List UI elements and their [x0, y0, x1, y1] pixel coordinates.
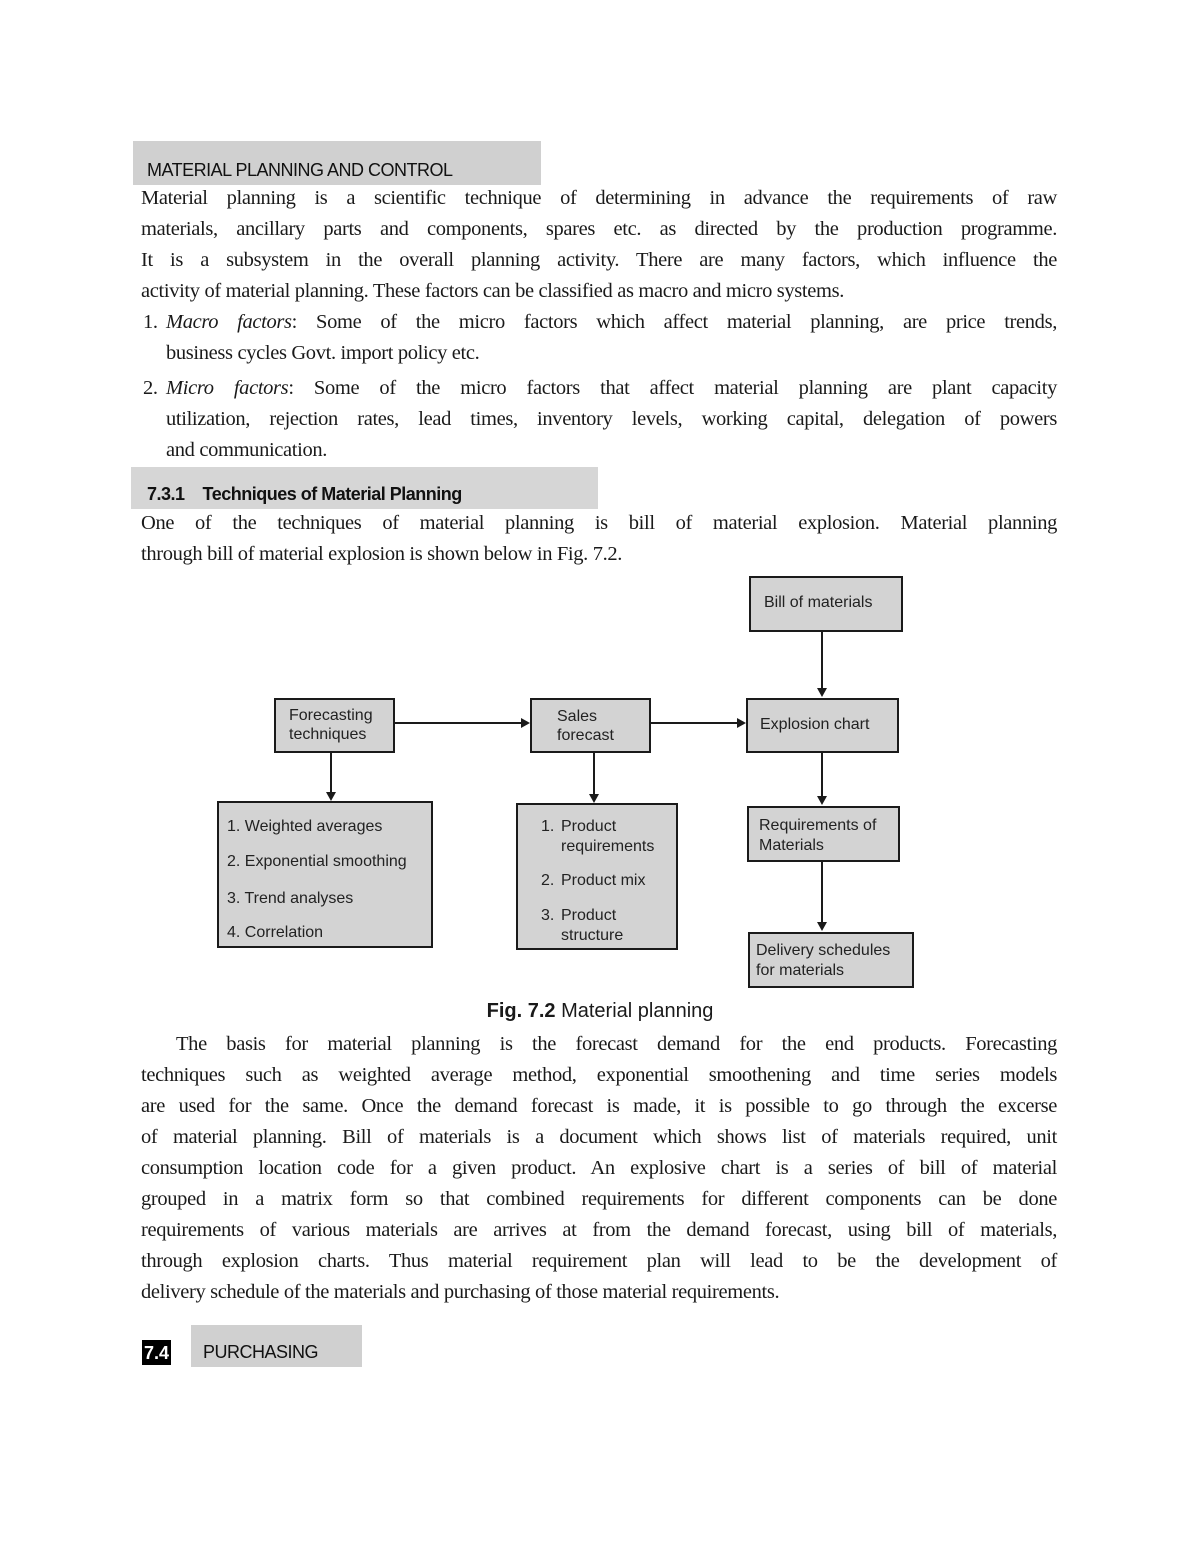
arrow-connector: [330, 753, 332, 793]
product-item-number: 1.: [541, 818, 555, 835]
text-line: techniques such as weighted average method, exponential smoothening and time series models: [141, 1064, 1057, 1086]
box-label: Materials: [759, 837, 824, 854]
box-bill-of-materials: [749, 576, 903, 632]
subsection-paragraph: [141, 508, 1057, 570]
text-line: are used for the same. Once the demand forecast is made, it is possible to go through the excerse: [141, 1095, 1057, 1117]
method-item: 3. Trend analyses: [227, 890, 354, 907]
box-label: forecast: [557, 727, 614, 744]
box-product-items: [516, 803, 678, 950]
term-micro-factors: Micro factors: [166, 377, 289, 399]
arrow-connector: [651, 722, 738, 724]
arrowhead-icon: [326, 792, 336, 801]
box-forecasting-techniques: [274, 698, 395, 753]
section-heading-text: MATERIAL PLANNING AND CONTROL: [147, 160, 453, 180]
arrowhead-icon: [737, 718, 746, 728]
text-line: It is a subsystem in the overall planning activity. There are many factors, which influence the: [141, 249, 1057, 271]
arrowhead-icon: [589, 794, 599, 803]
text-line: business cycles Govt. import policy etc.: [166, 342, 480, 364]
text-line: of material planning. Bill of materials is a document which shows list of materials required, unit: [141, 1126, 1057, 1148]
list-number: 2.: [143, 377, 158, 399]
box-label: techniques: [289, 726, 367, 743]
product-item-number: 3.: [541, 907, 555, 924]
product-item-number: 2.: [541, 872, 555, 889]
method-item: 2. Exponential smoothing: [227, 853, 407, 870]
arrow-connector: [821, 753, 823, 797]
method-item: 4. Correlation: [227, 924, 324, 941]
subsection-heading-text: 7.3.1 Techniques of Material Planning: [147, 484, 462, 504]
list-number: 1.: [143, 311, 158, 333]
method-item: 1. Weighted averages: [227, 818, 383, 835]
section-number-badge: 7.4: [142, 1340, 171, 1365]
figure-title: Material planning: [555, 1000, 714, 1022]
term-macro-factors: Macro factors: [166, 311, 292, 333]
list-item-macro-factors: [143, 307, 1057, 369]
box-label: Delivery schedules: [756, 942, 891, 959]
intro-paragraph: [141, 183, 1057, 307]
arrowhead-icon: [521, 718, 530, 728]
next-section-heading: [191, 1325, 362, 1367]
text-line: : Some of the micro factors that affect material planning are plant capacity: [288, 377, 1058, 399]
text-line: One of the techniques of material planning is bill of material explosion. Material planning: [141, 512, 1057, 534]
box-explosion-chart: [746, 698, 899, 753]
product-item: Product: [561, 907, 617, 924]
box-label: for materials: [756, 962, 845, 979]
box-forecasting-methods: [217, 801, 433, 948]
next-section-heading-text: PURCHASING: [203, 1342, 319, 1362]
box-label: Sales: [557, 708, 598, 725]
box-label: Bill of materials: [764, 594, 873, 611]
text-line: requirements of various materials are arrives at from the demand forecast, using bill of materials,: [141, 1219, 1057, 1241]
text-line: consumption location code for a given product. An explosive chart is a series of bill of material: [141, 1157, 1057, 1179]
product-item: Product: [561, 818, 617, 835]
figure-label: Fig. 7.2: [486, 1000, 556, 1022]
box-sales-forecast: [530, 698, 651, 753]
product-item: Product mix: [561, 872, 646, 889]
text-line: through explosion charts. Thus material requirement plan will lead to be the development of: [141, 1250, 1057, 1272]
box-label: Explosion chart: [760, 716, 870, 733]
text-line: : Some of the micro factors which affect material planning, are price trends,: [291, 311, 1057, 333]
text-line: activity of material planning. These factors can be classified as macro and micro systems.: [141, 280, 845, 302]
arrow-connector: [593, 753, 595, 795]
text-line: materials, ancillary parts and components, spares etc. as directed by the production programme.: [141, 218, 1057, 240]
product-item: structure: [561, 927, 624, 944]
box-label: Forecasting: [289, 707, 373, 724]
arrowhead-icon: [817, 796, 827, 805]
arrowhead-icon: [817, 922, 827, 931]
text-line: utilization, rejection rates, lead times, inventory levels, working capital, delegation of powers: [166, 408, 1057, 430]
arrow-connector: [395, 722, 522, 724]
body-paragraph: [141, 1029, 1057, 1308]
arrow-connector: [821, 862, 823, 924]
box-requirements-of-materials: [747, 806, 900, 862]
section-heading: [133, 141, 541, 185]
product-item: requirements: [561, 838, 655, 855]
arrowhead-icon: [817, 688, 827, 697]
figure-caption: [0, 1000, 1200, 1023]
text-line: delivery schedule of the materials and purchasing of those material requirements.: [141, 1281, 780, 1303]
text-line: The basis for material planning is the forecast demand for the end products. Forecasting: [176, 1033, 1057, 1055]
text-line: through bill of material explosion is shown below in Fig. 7.2.: [141, 543, 623, 565]
text-line: Material planning is a scientific technique of determining in advance the requirements of raw: [141, 187, 1057, 209]
box-label: Requirements of: [759, 817, 877, 834]
text-line: and communication.: [166, 439, 328, 461]
arrow-connector: [821, 632, 823, 690]
box-delivery-schedules: [748, 932, 914, 988]
subsection-heading: [131, 467, 598, 509]
list-item-micro-factors: [143, 373, 1057, 466]
text-line: grouped in a matrix form so that combined requirements for different components can be done: [141, 1188, 1057, 1210]
